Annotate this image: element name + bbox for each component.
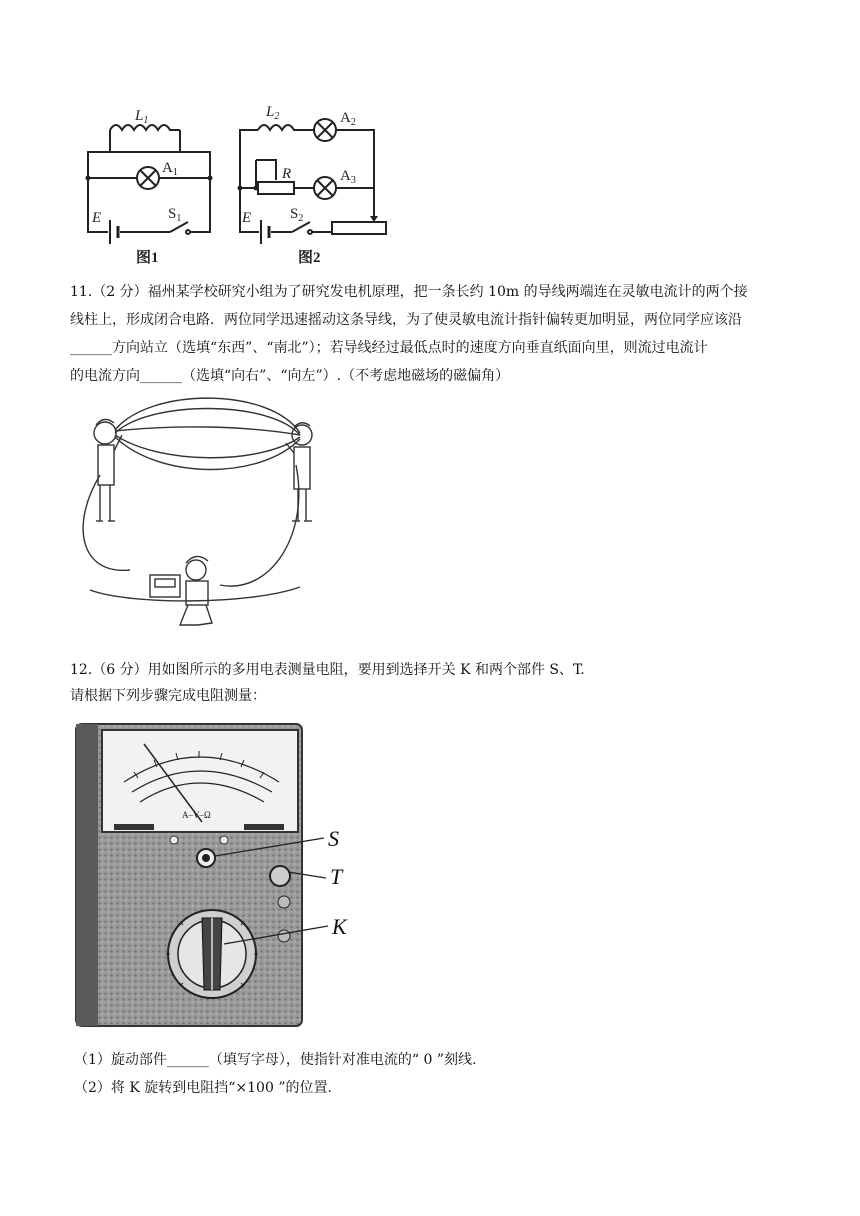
generator-experiment-illustration xyxy=(70,395,330,645)
fig1-caption: 图1 xyxy=(136,250,159,266)
fig2-lamp-mid-label: $A_3$ xyxy=(340,168,356,186)
q12-line-2: 请根据下列步骤完成电阻测量： xyxy=(70,688,266,704)
label-T: T xyxy=(330,864,343,889)
fig1-lamp-label: $A_1$ xyxy=(162,160,178,178)
fig2-battery-label: E xyxy=(242,210,252,226)
fig1-switch-label: $S_1$ xyxy=(168,206,182,224)
label-K: K xyxy=(332,914,347,939)
fig1-battery-label: E xyxy=(92,210,102,226)
fig2-resistor-label: R xyxy=(282,166,292,182)
q12-step-1: （1）旋动部件______（填写字母），使指针对准电流的“ 0 ”刻线. xyxy=(74,1052,477,1068)
circuit-figures xyxy=(70,100,410,270)
fig2-switch-label: $S_2$ xyxy=(290,206,304,224)
q12-step-2: （2）将 K 旋转到电阻挡“×100 ”的位置. xyxy=(74,1080,332,1096)
fig2-inductor-label: $L_2$ xyxy=(266,104,280,122)
q11-line-4: 的电流方向______（选填“向右”、“向左”）.（不考虑地磁场的磁偏角） xyxy=(70,368,510,384)
q11-line-1: 11.（2 分）福州某学校研究小组为了研究发电机原理，把一条长约 10m 的导线两端连在灵敏电流计的两个接 xyxy=(70,284,748,300)
meter-dial-label: A–V–Ω xyxy=(182,810,211,820)
q12-line-1: 12.（6 分）用如图所示的多用电表测量电阻，要用到选择开关 K 和两个部件 S、T. xyxy=(70,662,585,678)
fig2-lamp-top-label: $A_2$ xyxy=(340,110,356,128)
multimeter-illustration xyxy=(74,722,364,1032)
q11-line-2: 线柱上，形成闭合电路．两位同学迅速摇动这条导线，为了使灵敏电流计指针偏转更加明显，两位同学应该沿 xyxy=(70,312,742,328)
fig2-caption: 图2 xyxy=(298,250,321,266)
q11-line-3: ______方向站立（选填“东西”、“南北”）；若导线经过最低点时的速度方向垂直纸面向里，则流过电流计 xyxy=(70,340,708,356)
fig1-inductor-label: $L_1$ xyxy=(135,108,149,126)
label-S: S xyxy=(328,826,339,851)
